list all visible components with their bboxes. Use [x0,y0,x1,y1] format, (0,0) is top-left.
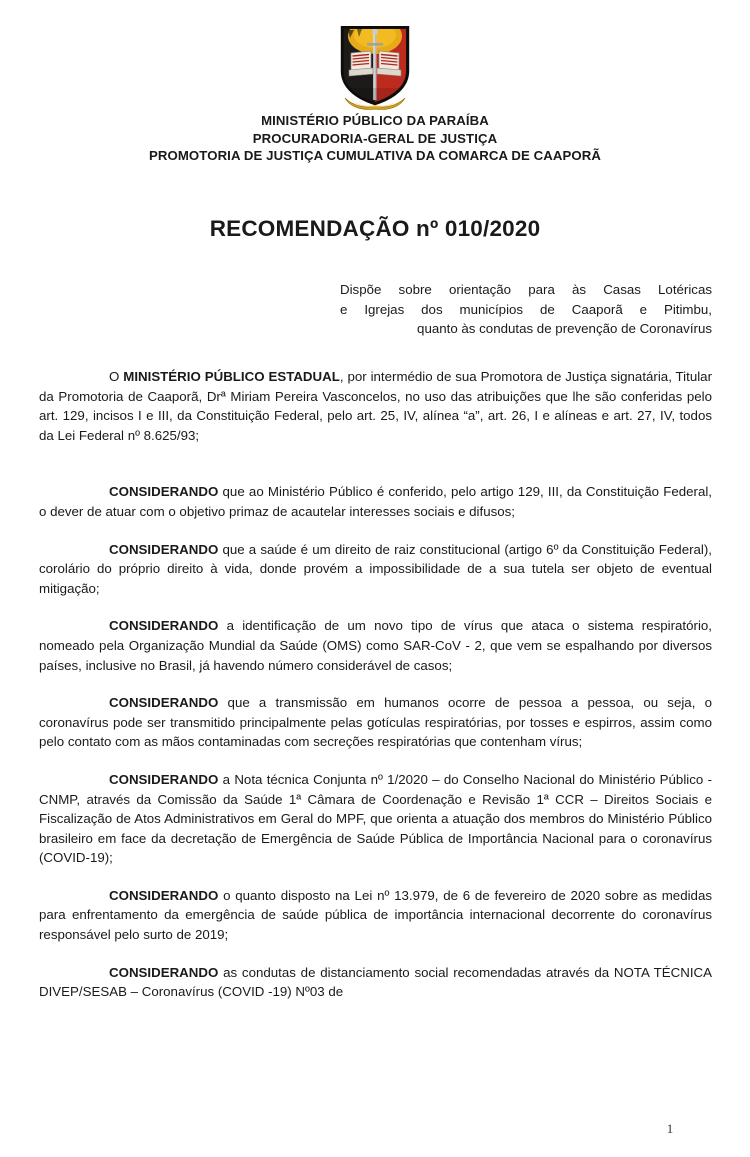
page-title: RECOMENDAÇÃO nº 010/2020 [209,216,541,241]
paragraph-considerando-4 [39,693,712,752]
considerando-label-7: CONSIDERANDO [109,964,219,980]
header-line-ministry: MINISTÉRIO PÚBLICO DA PARAÍBA [261,113,489,128]
paragraph-considerando-7 [39,963,712,1002]
ementa-line-3: quanto às condutas de prevenção de Coronavírus [417,321,712,336]
ementa-line-1: Dispõe sobre orientação para às Casas Lotéricas [340,282,712,297]
header-line-prosecution-office: PROMOTORIA DE JUSTIÇA CUMULATIVA DA COMARCA DE CAAPORÃ [148,148,602,163]
considerando-label-1: CONSIDERANDO [109,484,219,500]
document-body [39,367,712,1002]
coat-of-arms-shield-icon [339,26,411,110]
considerando-text-6: o quanto disposto na Lei nº 13.979, de 6 de fevereiro de 2020 sobre as medidas para enfrentamento da emergência de saúde pública de importância internacional decorrente do coronavírus responsável pelo surto de 2019; [39,887,712,943]
header-line-attorney-general: PROCURADORIA-GERAL DE JUSTIÇA [252,130,498,146]
footer [0,1121,750,1137]
paragraph-considerando-2 [39,540,712,599]
institutional-header [0,112,750,165]
considerando-label-5: CONSIDERANDO [109,771,219,787]
crest-container [0,26,750,110]
page-number: 1 [666,1121,674,1136]
considerando-label-4: CONSIDERANDO [109,695,219,711]
considerando-text-7: as condutas de distanciamento social recomendadas através da NOTA TÉCNICA DIVEP/SESAB – Coronavírus (COVID -19) Nº03 de [39,964,712,1000]
considerando-label-3: CONSIDERANDO [109,618,219,634]
considerando-text-4: que a transmissão em humanos ocorre de pessoa a pessoa, ou seja, o coronavírus pode ser transmitido principalmente pelas gotículas respiratórias, por tosses e espirros, assim como pelo contato com as mãos contaminadas com secreções respiratórias que contenham vírus; [39,695,712,750]
considerando-text-1: que ao Ministério Público é conferido, pelo artigo 129, III, da Constituição Federal, o dever de atuar com o objetivo primaz de acautelar interesses sociais e difusos; [39,484,712,519]
preamble-lead: O [109,369,124,384]
ementa-block [340,280,712,339]
paragraph-considerando-5 [39,770,712,868]
paragraph-considerando-6 [39,886,712,945]
considerando-text-2: que a saúde é um direito de raiz constitucional (artigo 6º da Constituição Federal), corolário do próprio direito à vida, donde provém a impossibilidade de a sua tutela ser objeto de eventual mitigação; [39,541,712,596]
considerando-text-3: a identificação de um novo tipo de vírus que ataca o sistema respiratório, nomeado pela Organização Mundial da Saúde (OMS) como SAR-CoV - 2, que vem se espalhando por diversos países, inclusive no Brasil, já havendo número considerável de casos; [39,618,712,673]
ementa-line-2: e Igrejas dos municípios de Caaporã e Pitimbu, [340,301,712,317]
considerando-label-6: CONSIDERANDO [109,887,219,903]
paragraph-considerando-1 [39,482,712,521]
paragraph-considerando-3 [39,616,712,675]
preamble-rest: , por intermédio de sua Promotora de Justiça signatária, Titular da Promotoria de Caaporã, Drª Miriam Pereira Vasconcelos, no uso das atribuições que lhe são conferidas pelo art. 129, incisos I e III, da Constituição Federal, pelo art. 25, IV, alínea “a”, art. 26, I e alíneas e art. 27, IV, todos da Lei Federal nº 8.625/93; [39,369,712,443]
considerando-text-5: a Nota técnica Conjunta nº 1/2020 – do Conselho Nacional do Ministério Público - CNMP, através da Comissão da Saúde 1ª Câmara de Coordenação e Revisão 1ª CCR – Direitos Sociais e Fiscalização de Atos Administrativos em Geral do MPF, que orienta a atuação dos membros do Ministério Público brasileiro em face da decretação de Emergência de Saúde Pública de Importância Nacional para o coronavírus (COVID-19); [39,771,712,866]
paragraph-preamble [39,367,712,445]
preamble-emphasis: MINISTÉRIO PÚBLICO ESTADUAL [123,369,340,384]
considerando-label-2: CONSIDERANDO [109,541,219,557]
